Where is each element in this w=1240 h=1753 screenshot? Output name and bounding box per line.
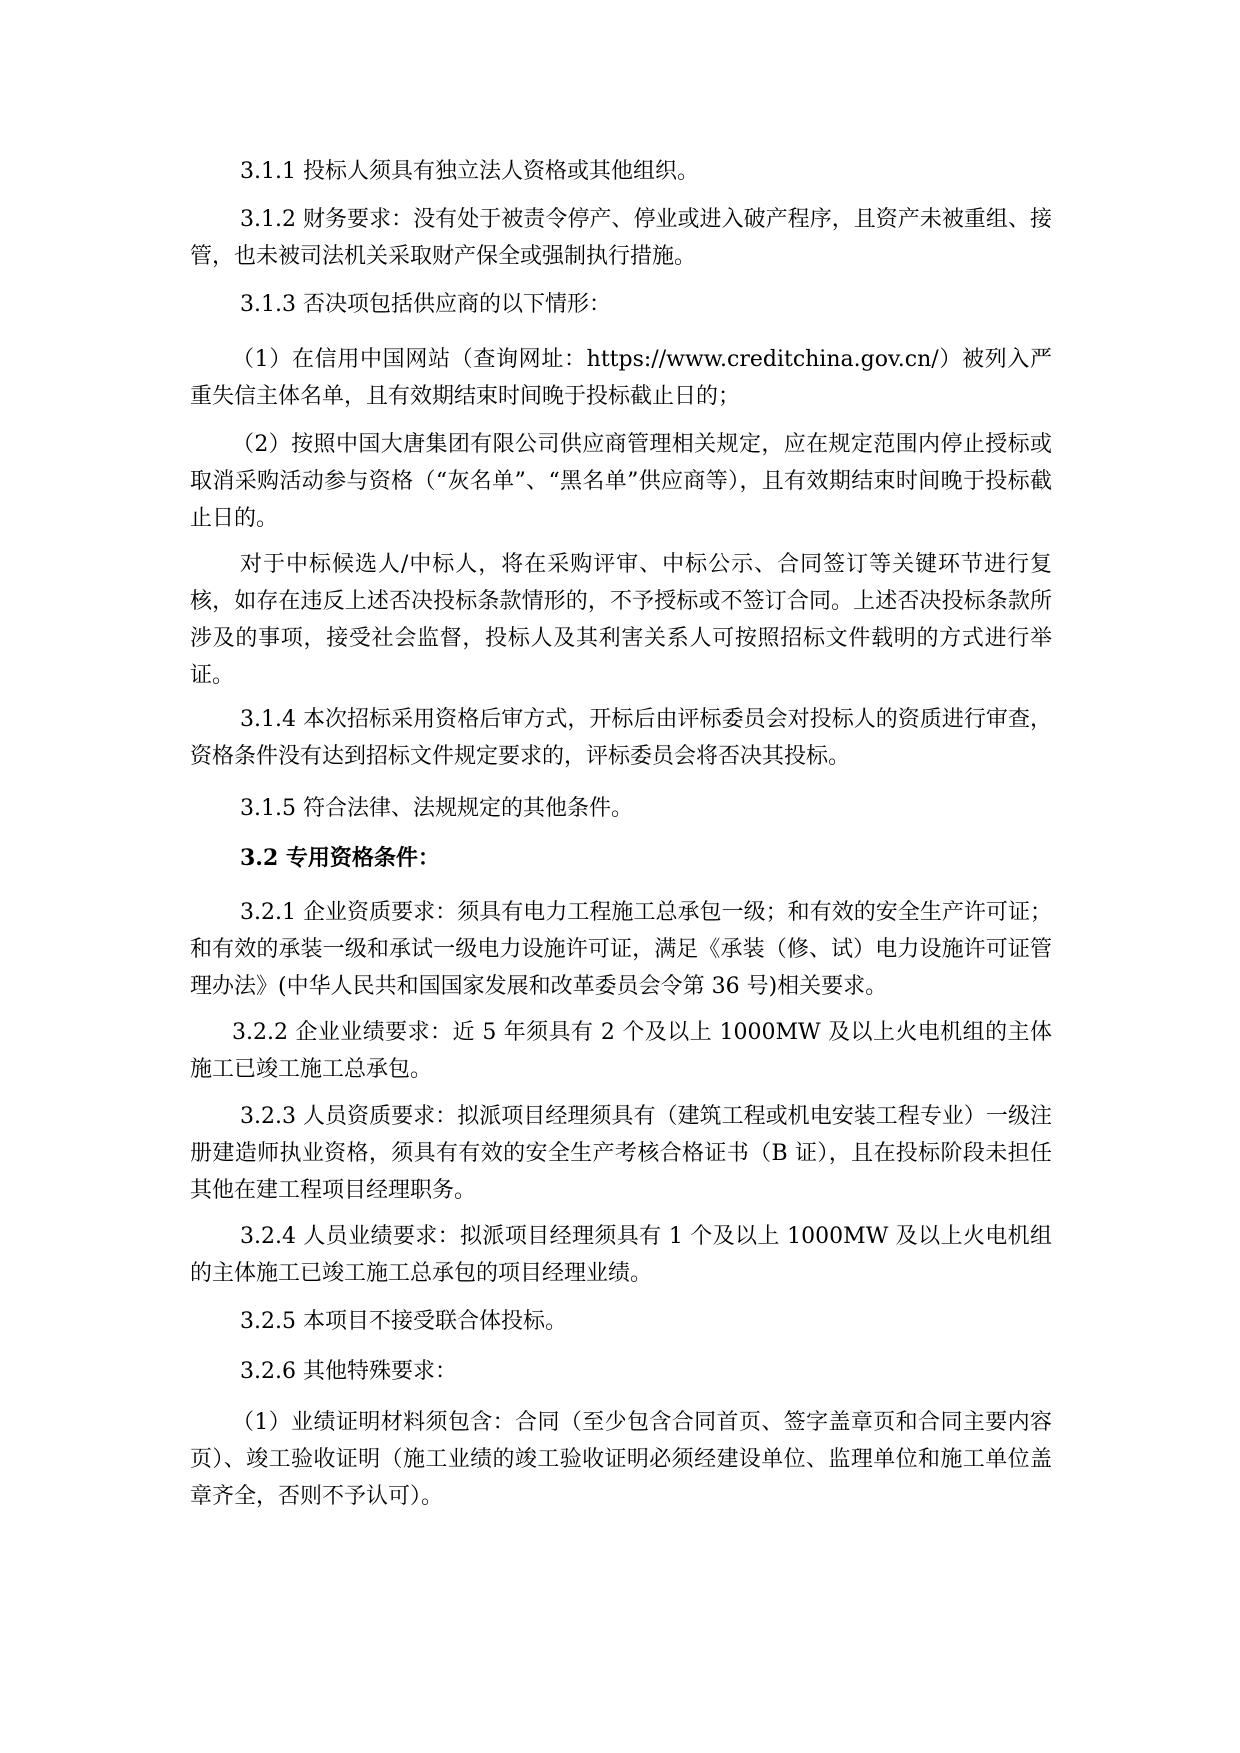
clause-3-2-2: 3.2.2 企业业绩要求：近 5 年须具有 2 个及以上 1000MW 及以上火电机组的主体施工已竣工施工总承包。 bbox=[190, 1020, 1052, 1082]
clause-3-2-3: 3.2.3 人员资质要求：拟派项目经理须具有（建筑工程或机电安装工程专业）一级注册建造师执业资格，须具有有效的安全生产考核合格证书（B 证），且在投标阶段未担任其他在建工程项目经理职务。 bbox=[190, 1104, 1052, 1203]
clause-3-2-6: 3.2.6 其他特殊要求： bbox=[240, 1359, 457, 1384]
clause-3-1-4: 3.1.4 本次招标采用资格后审方式，开标后由评标委员会对投标人的资质进行审查，资格条件没有达到招标文件规定要求的，评标委员会将否决其投标。 bbox=[190, 707, 1052, 769]
clause-3-1-1: 3.1.1 投标人须具有独立法人资格或其他组织。 bbox=[240, 159, 699, 184]
clause-3-2-4: 3.2.4 人员业绩要求：拟派项目经理须具有 1 个及以上 1000MW 及以上火电机组的主体施工已竣工施工总承包的项目经理业绩。 bbox=[190, 1224, 1052, 1286]
clause-3-2-5: 3.2.5 本项目不接受联合体投标。 bbox=[240, 1309, 567, 1334]
clause-3-1-3-item-1: （1）在信用中国网站（查询网址：https://www.creditchina.gov.cn/）被列入严重失信主体名单，且有效期结束时间晚于投标截止日的； bbox=[190, 347, 1052, 409]
clause-3-1-3-item-2: （2）按照中国大唐集团有限公司供应商管理相关规定，应在规定范围内停止授标或取消采购活动参与资格（“灰名单”、“黑名单”供应商等），且有效期结束时间晚于投标截止日的。 bbox=[190, 432, 1052, 531]
clause-3-2-1: 3.2.1 企业资质要求：须具有电力工程施工总承包一级；和有效的安全生产许可证；和有效的承装一级和承试一级电力设施许可证，满足《承装（修、试）电力设施许可证管理办法》(中华人民共和国国家发展和改革委员会令第 36 号)相关要求。 bbox=[190, 900, 1052, 999]
clause-3-1-2: 3.1.2 财务要求：没有处于被责令停产、停业或进入破产程序，且资产未被重组、接管，也未被司法机关采取财产保全或强制执行措施。 bbox=[190, 207, 1052, 269]
clause-3-2-6-item-1: （1）业绩证明材料须包含：合同（至少包含合同首页、签字盖章页和合同主要内容页）、竣工验收证明（施工业绩的竣工验收证明必须经建设单位、监理单位和施工单位盖章齐全，否则不予认可）。 bbox=[190, 1410, 1052, 1509]
clause-3-1-5: 3.1.5 符合法律、法规规定的其他条件。 bbox=[240, 796, 633, 821]
clause-3-1-3: 3.1.3 否决项包括供应商的以下情形： bbox=[240, 292, 611, 317]
review-note-paragraph: 对于中标候选人/中标人，将在采购评审、中标公示、合同签订等关键环节进行复核，如存在违反上述否决投标条款情形的，不予授标或不签订合同。上述否决投标条款所涉及的事项，接受社会监督，投标人及其利害关系人可按照招标文件载明的方式进行举证。 bbox=[190, 552, 1052, 688]
section-3-2-heading: 3.2 专用资格条件： bbox=[240, 845, 440, 871]
